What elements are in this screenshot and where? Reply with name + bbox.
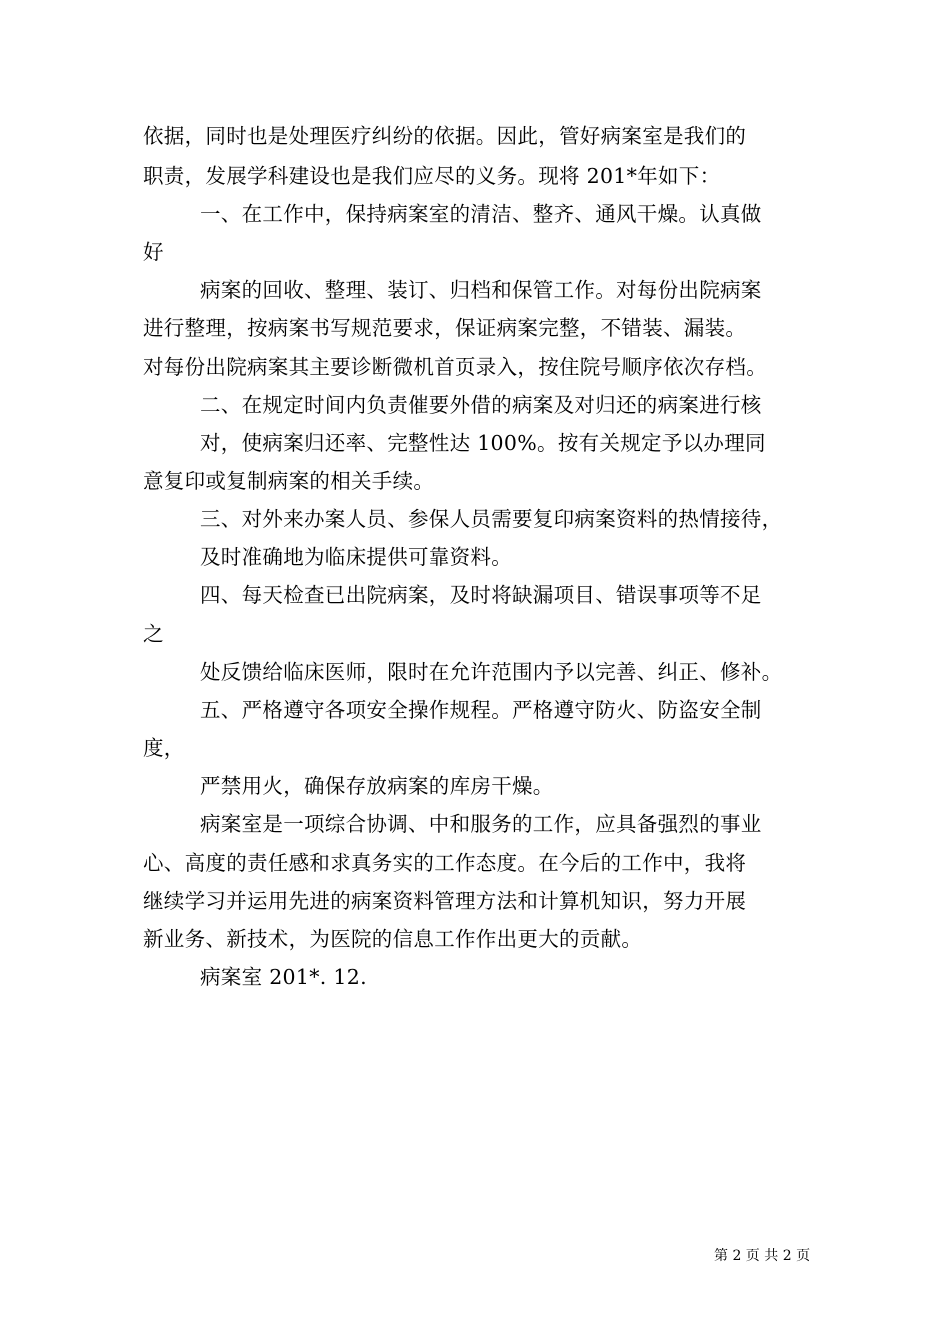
body-line-13: 四、每天检查已出院病案，及时将缺漏项目、错误事项等不足 [200,583,762,607]
body-line-18: 严禁用火，确保存放病案的库房干燥。 [200,774,554,798]
body-line-10: 意复印或复制病案的相关手续。 [143,469,435,493]
body-line-6: 进行整理，按病案书写规范要求，保证病案完整，不错装、漏装。 [143,316,747,340]
body-line-21: 继续学习并运用先进的病案资料管理方法和计算机知识，努力开展 [143,889,747,913]
body-line-5: 病案的回收、整理、装订、归档和保管工作。对每份出院病案 [200,278,762,302]
signature-line: 病案室 201*. 12. [200,965,367,989]
body-line-20: 心、高度的责任感和求真务实的工作态度。在今后的工作中，我将 [143,851,747,875]
body-line-14: 之 [143,622,164,646]
body-line-15: 处反馈给临床医师，限时在允许范围内予以完善、纠正、修补。 [200,660,783,684]
body-line-7: 对每份出院病案其主要诊断微机首页录入，按住院号顺序依次存档。 [143,355,767,379]
page-number-footer: 第 2 页 共 2 页 [714,1248,811,1264]
body-line-2: 职责，发展学科建设也是我们应尽的义务。现将 201*年如下： [143,164,721,188]
body-line-17: 度， [143,736,185,760]
body-line-19: 病案室是一项综合协调、中和服务的工作，应具备强烈的事业 [200,812,762,836]
body-line-11: 三、对外来办案人员、参保人员需要复印病案资料的热情接待， [200,507,783,531]
body-line-1: 依据，同时也是处理医疗纠纷的依据。因此，管好病案室是我们的 [143,124,747,148]
body-line-12: 及时准确地为临床提供可靠资料。 [200,545,512,569]
body-line-3: 一、在工作中，保持病案室的清洁、整齐、通风干燥。认真做 [200,202,762,226]
body-line-22: 新业务、新技术，为医院的信息工作作出更大的贡献。 [143,927,643,951]
body-line-4: 好 [143,240,164,264]
body-line-16: 五、严格遵守各项安全操作规程。严格遵守防火、防盗安全制 [200,698,762,722]
body-line-8: 二、在规定时间内负责催要外借的病案及对归还的病案进行核 [200,393,762,417]
body-line-9: 对，使病案归还率、完整性达 100%。按有关规定予以办理同 [200,431,766,455]
